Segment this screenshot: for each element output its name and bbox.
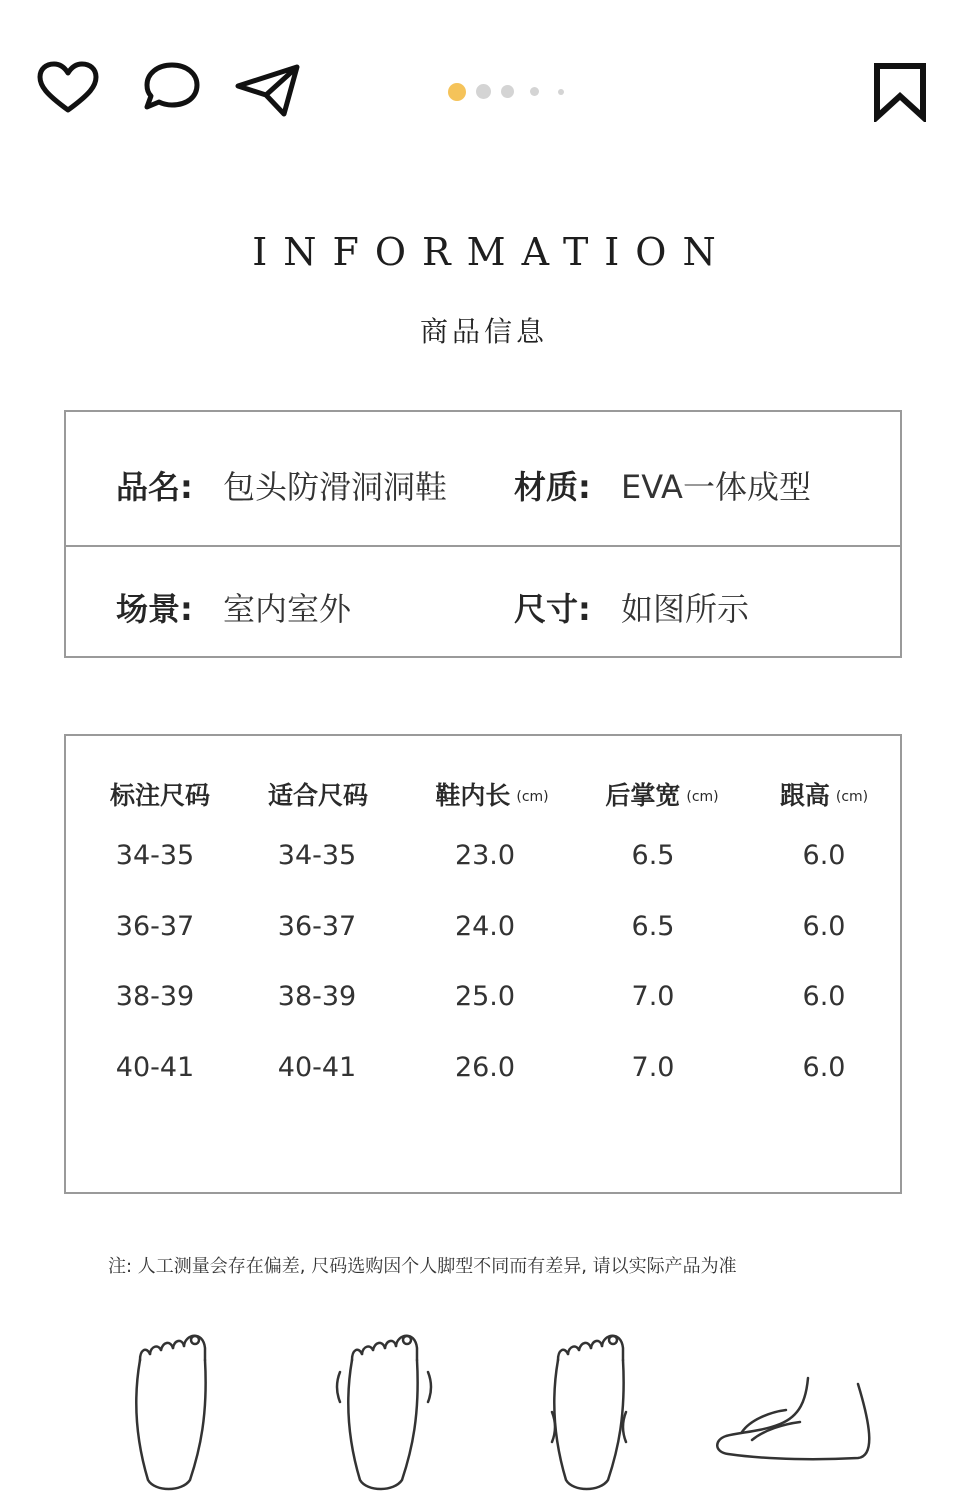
column-header xyxy=(435,776,548,812)
table-cell: 34-35 xyxy=(115,840,195,871)
info-scene xyxy=(116,584,351,630)
comment-icon[interactable] xyxy=(142,60,202,112)
info-size xyxy=(514,584,749,630)
info-material-value: EVA一体成型 xyxy=(620,468,811,506)
info-divider xyxy=(66,545,900,547)
column-header xyxy=(780,776,868,812)
table-cell: 40-41 xyxy=(115,1052,195,1083)
table-cell: 7.0 xyxy=(631,981,675,1012)
page-subtitle: 商品信息 xyxy=(419,315,548,348)
info-name-value: 包头防滑洞洞鞋 xyxy=(222,468,447,506)
column-header-label: 跟高 xyxy=(779,781,830,810)
table-cell: 23.0 xyxy=(454,840,516,871)
info-material xyxy=(514,462,811,508)
carousel-dot xyxy=(558,89,564,95)
measurement-note: 注: 人工测量会存在偏差, 尺码选购因个人脚型不同而有差异, 请以实际产品为准 xyxy=(108,1256,737,1277)
foot-high-arch-icon xyxy=(717,1378,869,1459)
column-header-unit: (cm) xyxy=(516,789,549,805)
product-info-table xyxy=(64,410,902,658)
column-header-unit: (cm) xyxy=(835,789,869,805)
info-size-value: 如图所示 xyxy=(620,590,749,628)
column-header-label: 鞋内长 xyxy=(435,781,511,810)
foot-normal-icon xyxy=(136,1336,205,1489)
table-cell: 36-37 xyxy=(277,911,357,942)
column-header-label: 后掌宽 xyxy=(605,781,681,810)
size-chart-table xyxy=(64,734,902,1194)
column-header xyxy=(268,776,368,812)
info-scene-label: 场景: xyxy=(116,590,193,628)
table-cell: 6.0 xyxy=(802,1052,846,1083)
info-size-label: 尺寸: xyxy=(514,590,591,628)
carousel-dot-active xyxy=(448,83,466,101)
column-header-unit: (cm) xyxy=(686,789,719,805)
column-header-label: 标注尺码 xyxy=(109,781,211,810)
table-cell: 36-37 xyxy=(115,911,195,942)
share-send-icon[interactable] xyxy=(234,62,302,118)
table-cell: 34-35 xyxy=(277,840,357,871)
column-header-label: 适合尺码 xyxy=(267,781,369,810)
table-cell: 38-39 xyxy=(277,981,357,1012)
top-action-bar xyxy=(0,0,968,180)
heart-icon[interactable] xyxy=(36,60,100,116)
carousel-dot xyxy=(501,85,514,98)
column-header xyxy=(110,776,210,812)
table-cell: 26.0 xyxy=(454,1052,516,1083)
page-title: INFORMATION xyxy=(252,230,732,274)
table-cell: 40-41 xyxy=(277,1052,357,1083)
foot-narrow-icon xyxy=(552,1336,626,1489)
foot-wide-icon xyxy=(337,1336,431,1489)
table-cell: 6.5 xyxy=(631,911,675,942)
bookmark-icon[interactable] xyxy=(872,62,928,122)
table-cell: 6.0 xyxy=(802,911,846,942)
table-cell: 6.0 xyxy=(802,840,846,871)
table-cell: 7.0 xyxy=(631,1052,675,1083)
info-name xyxy=(116,462,447,508)
table-cell: 38-39 xyxy=(115,981,195,1012)
table-cell: 6.5 xyxy=(631,840,675,871)
column-header xyxy=(605,776,718,812)
table-cell: 24.0 xyxy=(454,911,516,942)
table-cell: 25.0 xyxy=(454,981,516,1012)
info-scene-value: 室内室外 xyxy=(222,590,351,628)
carousel-dot xyxy=(476,84,491,99)
carousel-dot xyxy=(530,87,539,96)
info-name-label: 品名: xyxy=(116,468,193,506)
info-material-label: 材质: xyxy=(514,468,591,506)
table-cell: 6.0 xyxy=(802,981,846,1012)
foot-type-illustrations xyxy=(0,1320,968,1498)
